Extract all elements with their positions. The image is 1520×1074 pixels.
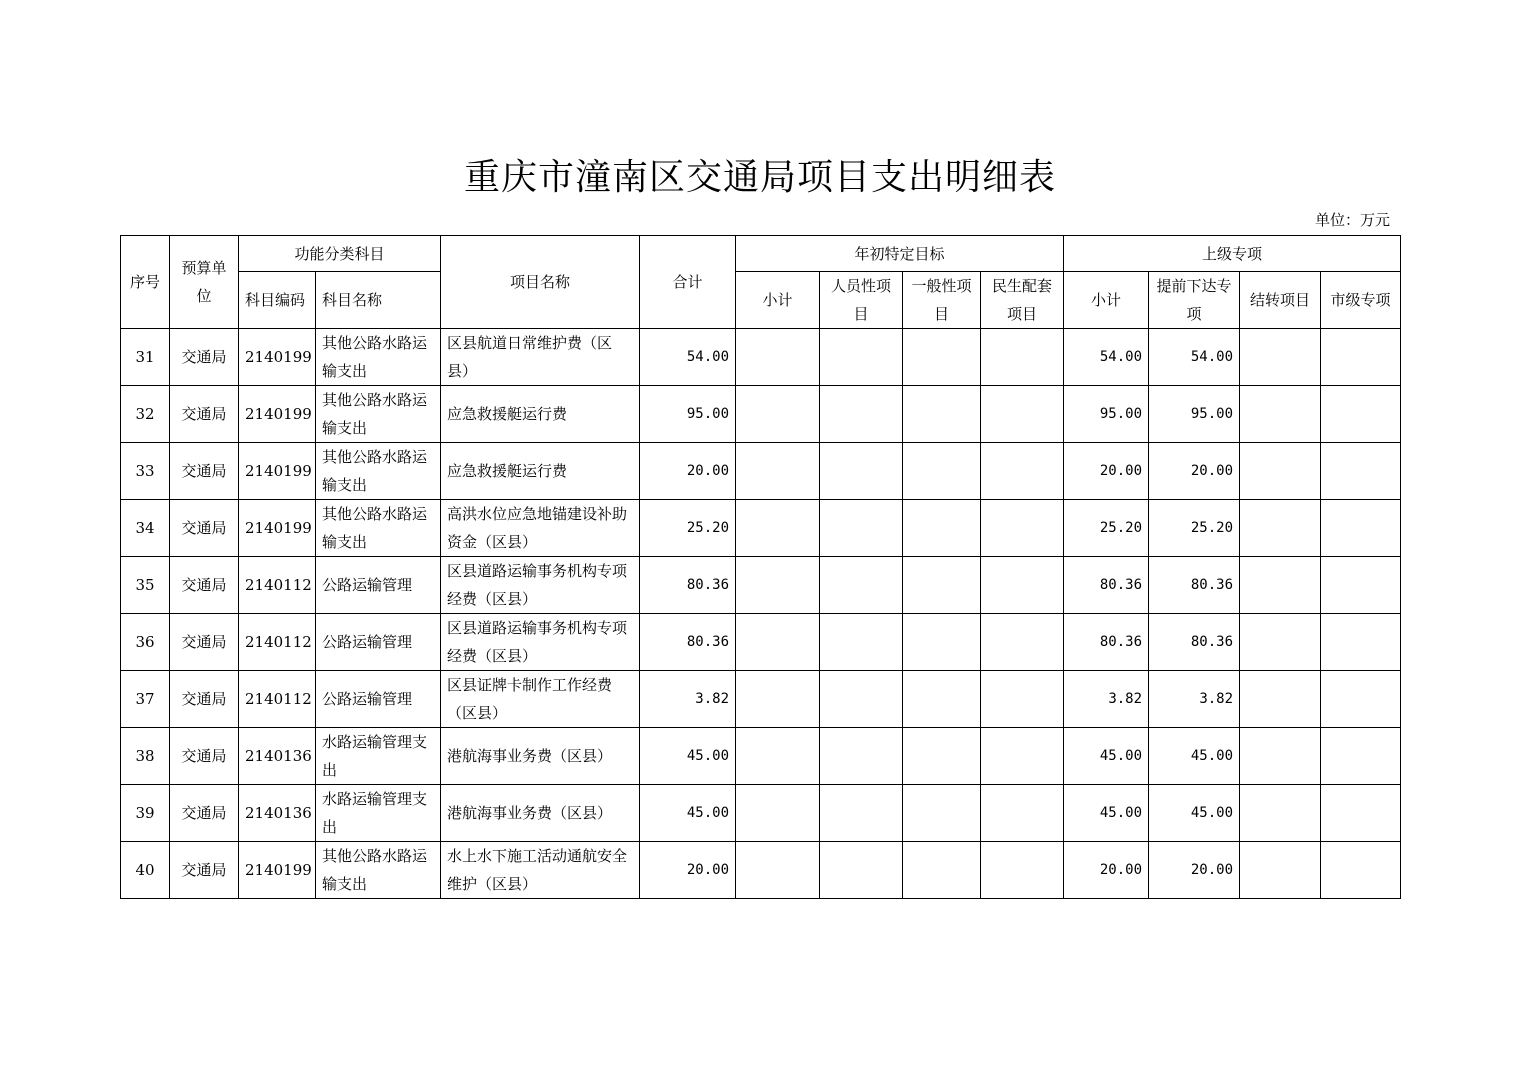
cell-upper-subtotal: 20.00 bbox=[1064, 443, 1149, 500]
cell-initial-subtotal bbox=[736, 443, 820, 500]
cell-project-name: 应急救援艇运行费 bbox=[441, 443, 640, 500]
cell-initial-personnel bbox=[820, 443, 903, 500]
cell-seq: 35 bbox=[121, 557, 170, 614]
cell-initial-personnel bbox=[820, 671, 903, 728]
cell-initial-subtotal bbox=[736, 728, 820, 785]
cell-initial-subtotal bbox=[736, 842, 820, 899]
cell-upper-city bbox=[1321, 728, 1401, 785]
cell-upper-subtotal: 80.36 bbox=[1064, 557, 1149, 614]
cell-initial-livelihood bbox=[981, 443, 1064, 500]
cell-upper-subtotal: 45.00 bbox=[1064, 785, 1149, 842]
cell-subject-name: 水路运输管理支出 bbox=[316, 785, 441, 842]
table-row bbox=[121, 614, 1401, 671]
cell-subject-name: 公路运输管理 bbox=[316, 557, 441, 614]
cell-total: 20.00 bbox=[640, 443, 736, 500]
cell-upper-advance: 25.20 bbox=[1149, 500, 1240, 557]
header-total: 合计 bbox=[640, 236, 736, 329]
cell-initial-personnel bbox=[820, 500, 903, 557]
cell-project-name: 高洪水位应急地锚建设补助资金（区县） bbox=[441, 500, 640, 557]
header-upper-advance: 提前下达专项 bbox=[1149, 272, 1240, 329]
cell-budget-unit: 交通局 bbox=[170, 443, 239, 500]
header-subject-name: 科目名称 bbox=[316, 272, 441, 329]
cell-initial-livelihood bbox=[981, 329, 1064, 386]
cell-upper-subtotal: 80.36 bbox=[1064, 614, 1149, 671]
cell-initial-general bbox=[903, 386, 981, 443]
cell-project-name: 区县航道日常维护费（区县） bbox=[441, 329, 640, 386]
cell-subject-name: 公路运输管理 bbox=[316, 671, 441, 728]
cell-seq: 34 bbox=[121, 500, 170, 557]
cell-subject-code: 2140112 bbox=[239, 614, 316, 671]
cell-upper-subtotal: 54.00 bbox=[1064, 329, 1149, 386]
cell-upper-city bbox=[1321, 785, 1401, 842]
table-body bbox=[121, 329, 1401, 899]
header-initial-livelihood: 民生配套项目 bbox=[981, 272, 1064, 329]
unit-label: 单位：万元 bbox=[1314, 211, 1390, 229]
cell-initial-personnel bbox=[820, 329, 903, 386]
cell-subject-code: 2140112 bbox=[239, 557, 316, 614]
cell-subject-code: 2140136 bbox=[239, 728, 316, 785]
cell-project-name: 区县证牌卡制作工作经费（区县） bbox=[441, 671, 640, 728]
cell-initial-subtotal bbox=[736, 671, 820, 728]
cell-upper-advance: 20.00 bbox=[1149, 443, 1240, 500]
table-row bbox=[121, 671, 1401, 728]
cell-upper-city bbox=[1321, 386, 1401, 443]
header-row-2 bbox=[121, 272, 1401, 329]
cell-seq: 36 bbox=[121, 614, 170, 671]
cell-project-name: 应急救援艇运行费 bbox=[441, 386, 640, 443]
cell-initial-subtotal bbox=[736, 386, 820, 443]
cell-initial-subtotal bbox=[736, 500, 820, 557]
cell-project-name: 区县道路运输事务机构专项经费（区县） bbox=[441, 614, 640, 671]
cell-budget-unit: 交通局 bbox=[170, 842, 239, 899]
cell-initial-livelihood bbox=[981, 671, 1064, 728]
cell-subject-code: 2140199 bbox=[239, 842, 316, 899]
cell-initial-personnel bbox=[820, 386, 903, 443]
cell-upper-advance: 54.00 bbox=[1149, 329, 1240, 386]
table-row bbox=[121, 386, 1401, 443]
cell-project-name: 港航海事业务费（区县） bbox=[441, 728, 640, 785]
cell-budget-unit: 交通局 bbox=[170, 671, 239, 728]
cell-upper-city bbox=[1321, 842, 1401, 899]
cell-upper-carryover bbox=[1240, 671, 1321, 728]
table-row bbox=[121, 443, 1401, 500]
table-row bbox=[121, 842, 1401, 899]
header-function-category: 功能分类科目 bbox=[239, 236, 441, 272]
cell-subject-code: 2140199 bbox=[239, 329, 316, 386]
cell-upper-subtotal: 95.00 bbox=[1064, 386, 1149, 443]
cell-upper-carryover bbox=[1240, 785, 1321, 842]
page-title: 重庆市潼南区交通局项目支出明细表 bbox=[463, 157, 1056, 198]
cell-upper-city bbox=[1321, 557, 1401, 614]
cell-budget-unit: 交通局 bbox=[170, 728, 239, 785]
cell-initial-personnel bbox=[820, 785, 903, 842]
cell-upper-advance: 3.82 bbox=[1149, 671, 1240, 728]
cell-initial-personnel bbox=[820, 614, 903, 671]
table-row bbox=[121, 329, 1401, 386]
header-project-name: 项目名称 bbox=[441, 236, 640, 329]
header-upper-subtotal: 小计 bbox=[1064, 272, 1149, 329]
cell-seq: 32 bbox=[121, 386, 170, 443]
cell-initial-personnel bbox=[820, 842, 903, 899]
cell-total: 95.00 bbox=[640, 386, 736, 443]
cell-upper-subtotal: 3.82 bbox=[1064, 671, 1149, 728]
cell-upper-advance: 45.00 bbox=[1149, 785, 1240, 842]
project-expenditure-table bbox=[120, 235, 1401, 899]
cell-initial-livelihood bbox=[981, 728, 1064, 785]
cell-seq: 39 bbox=[121, 785, 170, 842]
cell-subject-name: 其他公路水路运输支出 bbox=[316, 329, 441, 386]
cell-subject-name: 其他公路水路运输支出 bbox=[316, 842, 441, 899]
cell-subject-code: 2140199 bbox=[239, 443, 316, 500]
header-upper-carryover: 结转项目 bbox=[1240, 272, 1321, 329]
cell-initial-livelihood bbox=[981, 842, 1064, 899]
cell-upper-carryover bbox=[1240, 614, 1321, 671]
header-initial-targets: 年初特定目标 bbox=[736, 236, 1064, 272]
cell-upper-carryover bbox=[1240, 329, 1321, 386]
cell-upper-subtotal: 45.00 bbox=[1064, 728, 1149, 785]
table-row bbox=[121, 785, 1401, 842]
header-upper-city: 市级专项 bbox=[1321, 272, 1401, 329]
header-row-1 bbox=[121, 236, 1401, 272]
cell-upper-subtotal: 20.00 bbox=[1064, 842, 1149, 899]
cell-budget-unit: 交通局 bbox=[170, 329, 239, 386]
cell-upper-city bbox=[1321, 329, 1401, 386]
cell-initial-general bbox=[903, 614, 981, 671]
table-row bbox=[121, 728, 1401, 785]
cell-upper-carryover bbox=[1240, 443, 1321, 500]
cell-initial-personnel bbox=[820, 557, 903, 614]
cell-total: 54.00 bbox=[640, 329, 736, 386]
cell-subject-name: 其他公路水路运输支出 bbox=[316, 443, 441, 500]
cell-subject-code: 2140136 bbox=[239, 785, 316, 842]
cell-seq: 37 bbox=[121, 671, 170, 728]
cell-initial-subtotal bbox=[736, 329, 820, 386]
cell-budget-unit: 交通局 bbox=[170, 386, 239, 443]
cell-initial-general bbox=[903, 557, 981, 614]
cell-upper-carryover bbox=[1240, 557, 1321, 614]
cell-upper-carryover bbox=[1240, 386, 1321, 443]
cell-subject-name: 其他公路水路运输支出 bbox=[316, 500, 441, 557]
cell-subject-name: 公路运输管理 bbox=[316, 614, 441, 671]
cell-upper-city bbox=[1321, 671, 1401, 728]
header-seq: 序号 bbox=[121, 236, 170, 329]
cell-seq: 38 bbox=[121, 728, 170, 785]
table-row bbox=[121, 557, 1401, 614]
cell-budget-unit: 交通局 bbox=[170, 785, 239, 842]
cell-budget-unit: 交通局 bbox=[170, 614, 239, 671]
cell-upper-advance: 80.36 bbox=[1149, 557, 1240, 614]
cell-total: 80.36 bbox=[640, 557, 736, 614]
cell-upper-carryover bbox=[1240, 728, 1321, 785]
header-initial-general: 一般性项目 bbox=[903, 272, 981, 329]
cell-initial-livelihood bbox=[981, 614, 1064, 671]
header-upper-special: 上级专项 bbox=[1064, 236, 1401, 272]
cell-initial-livelihood bbox=[981, 785, 1064, 842]
cell-initial-subtotal bbox=[736, 785, 820, 842]
cell-total: 20.00 bbox=[640, 842, 736, 899]
cell-total: 80.36 bbox=[640, 614, 736, 671]
cell-total: 45.00 bbox=[640, 728, 736, 785]
cell-initial-personnel bbox=[820, 728, 903, 785]
header-subject-code: 科目编码 bbox=[239, 272, 316, 329]
cell-project-name: 区县道路运输事务机构专项经费（区县） bbox=[441, 557, 640, 614]
header-budget-unit: 预算单位 bbox=[170, 236, 239, 329]
cell-upper-city bbox=[1321, 443, 1401, 500]
header-initial-personnel: 人员性项目 bbox=[820, 272, 903, 329]
cell-initial-general bbox=[903, 443, 981, 500]
cell-upper-subtotal: 25.20 bbox=[1064, 500, 1149, 557]
cell-upper-city bbox=[1321, 500, 1401, 557]
cell-total: 3.82 bbox=[640, 671, 736, 728]
cell-initial-general bbox=[903, 785, 981, 842]
table-row bbox=[121, 500, 1401, 557]
header-initial-subtotal: 小计 bbox=[736, 272, 820, 329]
cell-total: 45.00 bbox=[640, 785, 736, 842]
cell-project-name: 港航海事业务费（区县） bbox=[441, 785, 640, 842]
cell-initial-general bbox=[903, 728, 981, 785]
cell-subject-code: 2140199 bbox=[239, 500, 316, 557]
cell-budget-unit: 交通局 bbox=[170, 557, 239, 614]
cell-initial-general bbox=[903, 500, 981, 557]
cell-budget-unit: 交通局 bbox=[170, 500, 239, 557]
cell-initial-general bbox=[903, 842, 981, 899]
cell-subject-name: 其他公路水路运输支出 bbox=[316, 386, 441, 443]
cell-seq: 33 bbox=[121, 443, 170, 500]
cell-initial-livelihood bbox=[981, 500, 1064, 557]
cell-project-name: 水上水下施工活动通航安全维护（区县） bbox=[441, 842, 640, 899]
cell-initial-subtotal bbox=[736, 557, 820, 614]
cell-upper-advance: 45.00 bbox=[1149, 728, 1240, 785]
cell-initial-livelihood bbox=[981, 386, 1064, 443]
cell-initial-general bbox=[903, 329, 981, 386]
cell-upper-advance: 80.36 bbox=[1149, 614, 1240, 671]
cell-upper-carryover bbox=[1240, 500, 1321, 557]
cell-seq: 31 bbox=[121, 329, 170, 386]
cell-upper-advance: 95.00 bbox=[1149, 386, 1240, 443]
cell-seq: 40 bbox=[121, 842, 170, 899]
cell-subject-code: 2140112 bbox=[239, 671, 316, 728]
cell-initial-general bbox=[903, 671, 981, 728]
cell-upper-carryover bbox=[1240, 842, 1321, 899]
cell-upper-advance: 20.00 bbox=[1149, 842, 1240, 899]
cell-subject-name: 水路运输管理支出 bbox=[316, 728, 441, 785]
cell-total: 25.20 bbox=[640, 500, 736, 557]
cell-subject-code: 2140199 bbox=[239, 386, 316, 443]
cell-initial-subtotal bbox=[736, 614, 820, 671]
cell-initial-livelihood bbox=[981, 557, 1064, 614]
cell-upper-city bbox=[1321, 614, 1401, 671]
